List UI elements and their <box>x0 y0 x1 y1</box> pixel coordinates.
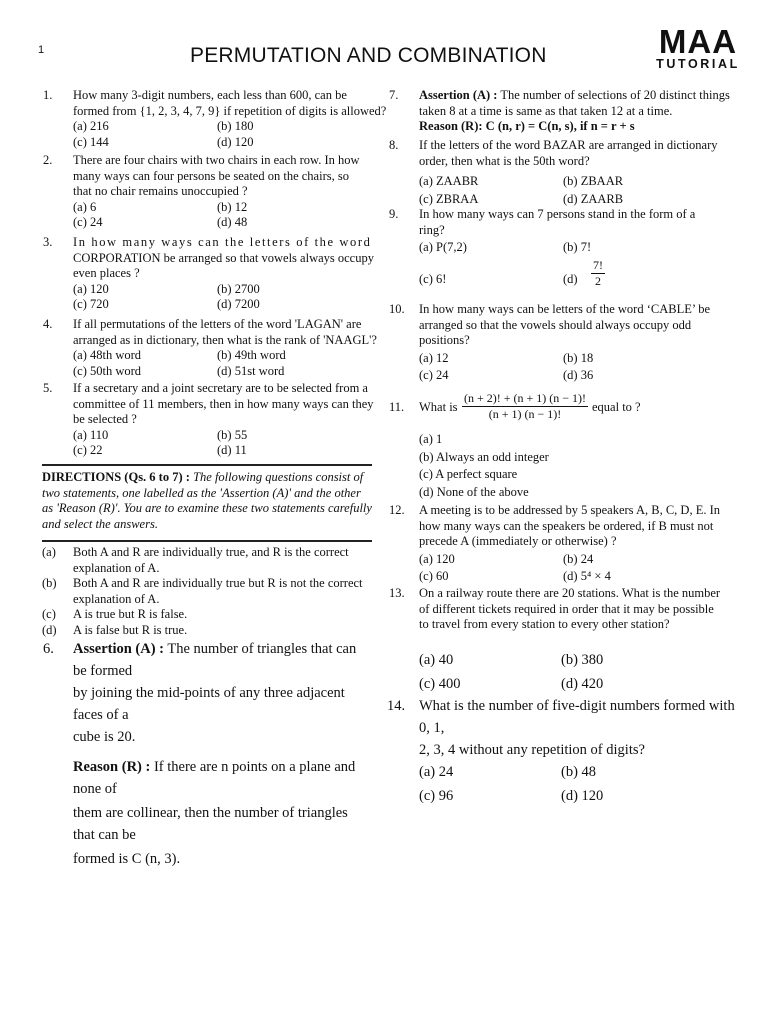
q5-number: 5. <box>43 381 53 395</box>
q6-line: formed is C (n, 3). <box>73 851 181 867</box>
q2-number: 2. <box>43 153 53 167</box>
q11-suffix: equal to ? <box>592 400 641 414</box>
q10-option-a: (a) 12 <box>419 350 449 365</box>
q2-line: that no chair remains unoccupied ? <box>73 184 248 199</box>
q12-option-a: (a) 120 <box>419 551 455 566</box>
q13-line: of different tickets required in order that it may be possible <box>419 601 714 616</box>
code-b-text: Both A and R are individually true but R is not the correct <box>73 576 363 591</box>
q12-line: precede A (immediately or otherwise) ? <box>419 534 617 549</box>
q14-option-d: (d) 120 <box>561 788 604 804</box>
q11-number: 11. <box>389 400 405 414</box>
q9-option-d: (d) <box>563 271 578 286</box>
q5-line: committee of 11 members, then in how many ways can they <box>73 396 374 411</box>
directions-top-rule <box>42 464 372 466</box>
question-4 <box>73 317 403 379</box>
code-c-text: A is true but R is false. <box>73 607 188 622</box>
q4-option-c: (c) 50th word <box>73 363 142 378</box>
q4-option-b: (b) 49th word <box>217 348 286 363</box>
question-10 <box>419 302 749 384</box>
q8-line: order, then what is the 50th word? <box>419 153 590 168</box>
q9-option-c: (c) 6! <box>419 271 447 286</box>
logo-main-text: MAA <box>658 23 738 60</box>
question-8 <box>419 138 749 207</box>
q6-line: If there are n points on a plane and none of <box>73 759 356 797</box>
q7-reason-label: Reason (R): <box>419 119 483 134</box>
code-a-text: Both A and R are individually true, and R is the correct <box>73 545 349 559</box>
q3-option-c: (c) 720 <box>73 297 109 312</box>
q9-frac-denominator: 2 <box>595 274 601 289</box>
q4-number: 4. <box>43 317 53 331</box>
q12-line: how many ways can the speakers be ordered, if B must not <box>419 518 714 533</box>
q3-option-b: (b) 2700 <box>217 281 260 296</box>
q13-option-b: (b) 380 <box>561 652 604 668</box>
q10-line: arranged so that the vowels should always occupy odd <box>419 317 692 332</box>
q5-line: be selected ? <box>73 412 137 427</box>
directions-text: The following questions consist of two statements, one labelled as the 'Assertion (A)' and the other as 'Reason (R)'. You are to examine these two statements carefully and select the answers. <box>42 470 372 531</box>
q3-line: In how many ways can the letters of the word <box>73 235 372 249</box>
question-6 <box>73 638 373 870</box>
q1-option-c: (c) 144 <box>73 134 109 149</box>
q3-line: CORPORATION be arranged so that vowels always occupy <box>73 250 374 265</box>
q14-number: 14. <box>387 698 406 714</box>
q8-option-b: (b) ZBAAR <box>563 174 624 189</box>
q10-option-b: (b) 18 <box>563 350 594 365</box>
q10-option-d: (d) 36 <box>563 368 594 383</box>
q14-line: 2, 3, 4 without any repetition of digits? <box>419 742 645 758</box>
q2-option-a: (a) 6 <box>73 199 97 214</box>
q3-line: even places ? <box>73 266 140 281</box>
q8-number: 8. <box>389 138 399 152</box>
q6-assertion-label: Assertion (A) : <box>73 641 165 657</box>
q3-option-a: (a) 120 <box>73 281 109 296</box>
q10-number: 10. <box>389 302 405 316</box>
q9-line: ring? <box>419 222 445 237</box>
q12-option-c: (c) 60 <box>419 569 449 584</box>
q2-option-b: (b) 12 <box>217 199 248 214</box>
q5-line: If a secretary and a joint secretary are to be selected from a <box>73 381 368 395</box>
q8-option-c: (c) ZBRAA <box>419 191 479 206</box>
q1-line: formed from {1, 2, 3, 4, 7, 9} if repetition of digits is allowed? <box>73 103 387 118</box>
q6-line: them are collinear, then the number of triangles that can be <box>73 805 348 843</box>
question-12 <box>419 503 749 585</box>
page-number: 1 <box>38 44 45 56</box>
q7-reason-text: C (n, r) = C(n, s), if n = r + s <box>485 119 635 134</box>
q5-option-d: (d) 11 <box>217 443 247 458</box>
q13-line: On a railway route there are 20 stations. What is the number <box>419 586 721 600</box>
q6-reason-label: Reason (R) : <box>73 759 151 775</box>
q10-line: positions? <box>419 333 470 348</box>
code-c-key: (c) <box>42 607 56 622</box>
q11-option-b: (b) Always an odd integer <box>419 449 549 464</box>
q12-option-d: (d) 5⁴ × 4 <box>563 569 611 584</box>
q6-line: by joining the mid-points of any three adjacent faces of a <box>73 685 345 723</box>
q11-numerator: (n + 2)! + (n + 1) (n − 1)! <box>464 391 587 405</box>
q1-option-b: (b) 180 <box>217 119 254 134</box>
q7-line: taken 8 at a time is same as that taken 12 at a time. <box>419 103 673 118</box>
q2-option-c: (c) 24 <box>73 215 103 230</box>
question-2 <box>73 153 403 231</box>
q9-option-b: (b) 7! <box>563 240 592 255</box>
question-3 <box>73 235 403 313</box>
brand-logo <box>648 23 748 71</box>
q1-line: How many 3-digit numbers, each less than 600, can be <box>73 88 347 102</box>
q6-line: The number of triangles that can be formed <box>73 641 357 679</box>
q14-option-a: (a) 24 <box>419 764 454 780</box>
page-title: PERMUTATION AND COMBINATION <box>190 44 547 67</box>
q7-line: The number of selections of 20 distinct things <box>500 88 730 102</box>
q2-option-d: (d) 48 <box>217 215 248 230</box>
q8-option-a: (a) ZAABR <box>419 174 479 189</box>
q1-option-d: (d) 120 <box>217 134 254 149</box>
q5-option-a: (a) 110 <box>73 427 109 442</box>
question-7 <box>419 88 749 135</box>
q13-line: to travel from every station to every other station? <box>419 617 670 632</box>
q9-frac-numerator: 7! <box>591 258 605 275</box>
directions <box>42 470 372 532</box>
q4-option-a: (a) 48th word <box>73 348 142 363</box>
q11-options <box>419 432 749 502</box>
q11-option-c: (c) A perfect square <box>419 467 518 481</box>
code-d-key: (d) <box>42 622 57 637</box>
q10-line: In how many ways can be letters of the word ‘CABLE’ be <box>419 302 711 316</box>
q2-line: There are four chairs with two chairs in each row. In how <box>73 153 360 167</box>
q14-line: What is the number of five-digit numbers formed with 0, 1, <box>419 698 735 736</box>
code-a-text-cont: explanation of A. <box>73 560 160 575</box>
q2-line: many ways can four persons be seated on the chairs, so <box>73 168 349 183</box>
q11-option-d: (d) None of the above <box>419 484 529 499</box>
q13-option-c: (c) 400 <box>419 676 461 692</box>
q9-number: 9. <box>389 207 399 221</box>
q5-option-b: (b) 55 <box>217 427 248 442</box>
q13-option-d: (d) 420 <box>561 676 604 692</box>
answer-codes <box>42 545 377 639</box>
question-5 <box>73 381 403 459</box>
q9-option-d-fraction <box>591 258 605 290</box>
q3-number: 3. <box>43 235 53 249</box>
q12-line: A meeting is to be addressed by 5 speakers A, B, C, D, E. In <box>419 503 720 517</box>
q11-prefix: What is <box>419 400 458 414</box>
q11-fraction <box>462 391 588 422</box>
question-9 <box>419 207 749 287</box>
q12-number: 12. <box>389 503 405 517</box>
code-a-key: (a) <box>42 545 56 559</box>
q13-options <box>419 649 749 697</box>
q14-option-b: (b) 48 <box>561 764 597 780</box>
q11-option-a: (a) 1 <box>419 432 443 446</box>
q3-option-d: (d) 7200 <box>217 297 260 312</box>
logo-sub-text: TUTORIAL <box>656 57 740 71</box>
q6-line: cube is 20. <box>73 729 136 745</box>
question-13 <box>419 586 749 633</box>
q4-option-d: (d) 51st word <box>217 363 285 378</box>
q13-number: 13. <box>389 586 405 600</box>
q14-option-c: (c) 96 <box>419 788 454 804</box>
q1-number: 1. <box>43 88 53 102</box>
code-d-text: A is false but R is true. <box>73 622 188 637</box>
q13-option-a: (a) 40 <box>419 652 454 668</box>
question-1 <box>73 88 403 150</box>
q7-assertion-label: Assertion (A) : <box>419 88 498 102</box>
q9-line: In how many ways can 7 persons stand in the form of a <box>419 207 696 221</box>
q7-number: 7. <box>389 88 399 102</box>
q8-option-d: (d) ZAARB <box>563 191 624 206</box>
q6-number: 6. <box>43 641 54 657</box>
directions-bottom-rule <box>42 540 372 542</box>
q12-option-b: (b) 24 <box>563 551 594 566</box>
directions-heading: DIRECTIONS (Qs. 6 to 7) : <box>42 470 190 484</box>
q8-line: If the letters of the word BAZAR are arranged in dictionary <box>419 138 718 152</box>
q10-option-c: (c) 24 <box>419 368 449 383</box>
q5-option-c: (c) 22 <box>73 443 103 458</box>
q9-option-a: (a) P(7,2) <box>419 240 467 255</box>
code-b-text-cont: explanation of A. <box>73 591 160 606</box>
q4-line: arranged as in dictionary, then what is the rank of 'NAAGL'? <box>73 332 377 347</box>
question-14 <box>419 695 749 809</box>
q4-line: If all permutations of the letters of the word 'LAGAN' are <box>73 317 362 331</box>
q11-denominator: (n + 1) (n − 1)! <box>488 407 562 421</box>
q1-option-a: (a) 216 <box>73 119 109 134</box>
code-b-key: (b) <box>42 576 57 591</box>
